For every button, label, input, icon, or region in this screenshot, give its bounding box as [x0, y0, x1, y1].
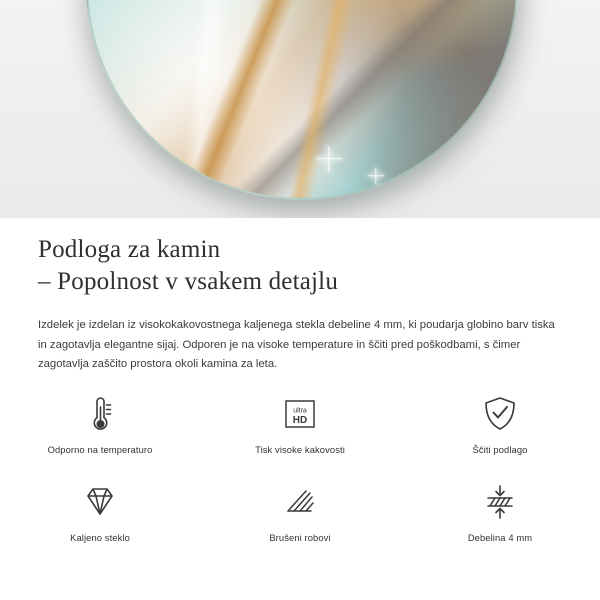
hero-image — [0, 0, 600, 218]
thickness-arrows-icon — [478, 480, 522, 524]
feature-item-ultra-hd-print — [200, 392, 400, 480]
page-title — [0, 218, 600, 298]
round-glass-board-image — [86, 0, 518, 200]
product-description-text: Izdelek je izdelan iz visokokakovostnega kaljenega stekla debeline 4 mm, ki poudarja globino barv tiska in zagotavlja elegantne sijaj. Odporen je na visoke temperature in ščiti pred poškodbami, s čimer zagotavlja zaščito prostora okoli kamina za leta. — [38, 319, 555, 370]
feature-label: Odporno na temperaturo — [47, 444, 153, 455]
feature-label: Brušeni robovi — [269, 532, 331, 543]
feature-item-thickness — [400, 480, 600, 568]
feature-list — [0, 392, 600, 568]
ultra-hd-icon — [280, 392, 320, 436]
feature-label: Tisk visoke kakovosti — [255, 444, 345, 455]
headline-line-1: Podloga za kamin — [38, 236, 221, 263]
feature-item-tempered-glass — [0, 480, 200, 568]
svg-text:ultra: ultra — [293, 407, 307, 415]
shield-check-icon — [480, 392, 520, 436]
svg-text:HD: HD — [292, 415, 308, 426]
feature-label: Debelina 4 mm — [467, 532, 533, 543]
content-block — [0, 218, 600, 375]
feature-label: Kaljeno steklo — [70, 532, 130, 543]
feature-item-temperature-resistant — [0, 392, 200, 480]
polished-edges-icon — [280, 480, 320, 524]
feature-label: Ščiti podlago — [472, 444, 528, 455]
diamond-icon — [79, 480, 121, 524]
feature-item-polished-edges — [200, 480, 400, 568]
thermometer-icon — [82, 392, 118, 436]
headline-line-2: – Popolnost v vsakem detajlu — [38, 268, 339, 295]
feature-item-protects-surface — [400, 392, 600, 480]
